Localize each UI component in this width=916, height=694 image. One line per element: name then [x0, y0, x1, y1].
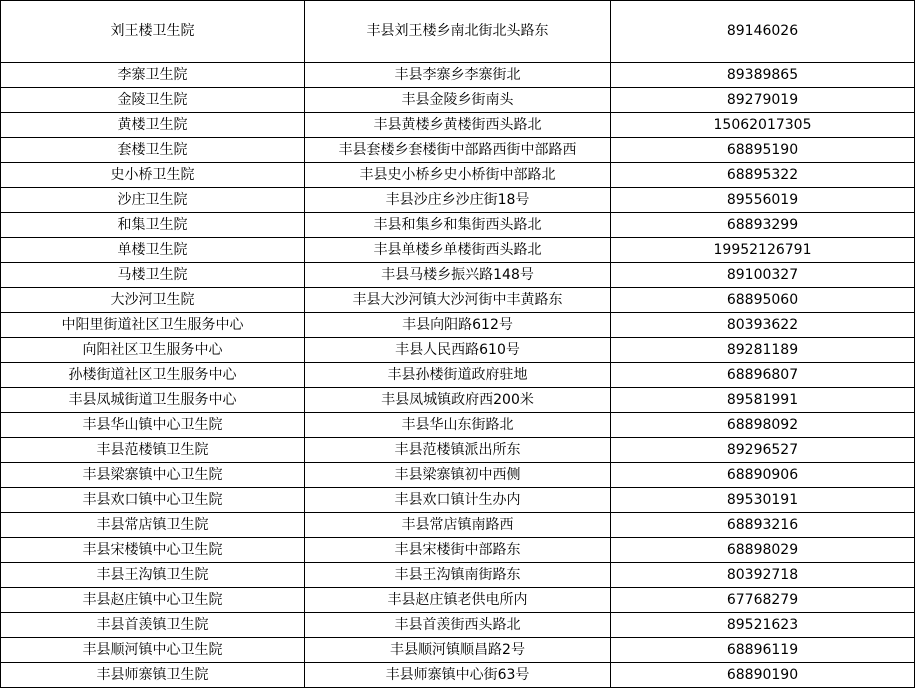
clinic-address-cell: 丰县孙楼街道政府驻地 — [305, 363, 611, 388]
clinic-address-cell: 丰县刘王楼乡南北街北头路东 — [305, 1, 611, 63]
clinic-address-cell: 丰县沙庄乡沙庄街18号 — [305, 188, 611, 213]
table-body — [1, 1, 915, 688]
clinic-phone-cell: 68896807 — [611, 363, 915, 388]
clinic-name-cell: 向阳社区卫生服务中心 — [1, 338, 305, 363]
clinic-phone-cell: 89581991 — [611, 388, 915, 413]
clinic-address-cell: 丰县和集乡和集街西头路北 — [305, 213, 611, 238]
table-row — [1, 613, 915, 638]
table-row — [1, 363, 915, 388]
clinic-address-cell: 丰县马楼乡振兴路148号 — [305, 263, 611, 288]
table-row — [1, 213, 915, 238]
table-row — [1, 463, 915, 488]
clinic-phone-cell: 19952126791 — [611, 238, 915, 263]
table-row — [1, 638, 915, 663]
clinic-name-cell: 丰县宋楼镇中心卫生院 — [1, 538, 305, 563]
clinic-address-cell: 丰县单楼乡单楼街西头路北 — [305, 238, 611, 263]
clinic-name-cell: 沙庄卫生院 — [1, 188, 305, 213]
clinic-name-cell: 丰县顺河镇中心卫生院 — [1, 638, 305, 663]
clinic-phone-cell: 68890906 — [611, 463, 915, 488]
clinic-address-cell: 丰县华山东街路北 — [305, 413, 611, 438]
clinic-address-cell: 丰县顺河镇顺昌路2号 — [305, 638, 611, 663]
clinic-address-cell: 丰县凤城镇政府西200米 — [305, 388, 611, 413]
table-row — [1, 313, 915, 338]
clinic-name-cell: 丰县梁寨镇中心卫生院 — [1, 463, 305, 488]
clinic-name-cell: 李寨卫生院 — [1, 63, 305, 88]
clinic-address-cell: 丰县金陵乡街南头 — [305, 88, 611, 113]
clinic-address-cell: 丰县首羡街西头路北 — [305, 613, 611, 638]
clinic-address-cell: 丰县王沟镇南街路东 — [305, 563, 611, 588]
clinic-phone-cell: 80392718 — [611, 563, 915, 588]
clinic-phone-cell: 68895190 — [611, 138, 915, 163]
clinic-phone-cell: 68896119 — [611, 638, 915, 663]
clinic-phone-cell: 68893299 — [611, 213, 915, 238]
clinic-name-cell: 丰县常店镇卫生院 — [1, 513, 305, 538]
clinic-name-cell: 和集卫生院 — [1, 213, 305, 238]
clinic-address-cell: 丰县黄楼乡黄楼街西头路北 — [305, 113, 611, 138]
clinic-phone-cell: 68893216 — [611, 513, 915, 538]
clinic-name-cell: 黄楼卫生院 — [1, 113, 305, 138]
clinic-address-cell: 丰县范楼镇派出所东 — [305, 438, 611, 463]
clinic-phone-cell: 68895322 — [611, 163, 915, 188]
clinic-phone-cell: 89296527 — [611, 438, 915, 463]
clinic-name-cell: 马楼卫生院 — [1, 263, 305, 288]
clinic-address-cell: 丰县常店镇南路西 — [305, 513, 611, 538]
clinic-phone-cell: 89146026 — [611, 1, 915, 63]
clinic-phone-cell: 68898092 — [611, 413, 915, 438]
clinic-name-cell: 史小桥卫生院 — [1, 163, 305, 188]
clinic-name-cell: 丰县王沟镇卫生院 — [1, 563, 305, 588]
clinic-phone-cell: 89521623 — [611, 613, 915, 638]
table-row — [1, 188, 915, 213]
clinic-name-cell: 孙楼街道社区卫生服务中心 — [1, 363, 305, 388]
clinic-phone-cell: 68890190 — [611, 663, 915, 688]
table-row — [1, 263, 915, 288]
clinic-phone-cell: 15062017305 — [611, 113, 915, 138]
clinic-phone-cell: 89100327 — [611, 263, 915, 288]
clinic-name-cell: 丰县首羡镇卫生院 — [1, 613, 305, 638]
clinic-phone-cell: 67768279 — [611, 588, 915, 613]
clinic-phone-cell: 68898029 — [611, 538, 915, 563]
clinic-address-cell: 丰县师寨镇中心街63号 — [305, 663, 611, 688]
table-row — [1, 388, 915, 413]
clinic-phone-cell: 89279019 — [611, 88, 915, 113]
table-row — [1, 488, 915, 513]
table-row — [1, 513, 915, 538]
clinic-name-cell: 丰县凤城街道卫生服务中心 — [1, 388, 305, 413]
clinic-address-cell: 丰县大沙河镇大沙河街中丰黄路东 — [305, 288, 611, 313]
table-row — [1, 338, 915, 363]
clinic-address-cell: 丰县李寨乡李寨街北 — [305, 63, 611, 88]
clinic-phone-cell: 80393622 — [611, 313, 915, 338]
clinic-name-cell: 刘王楼卫生院 — [1, 1, 305, 63]
clinic-name-cell: 丰县范楼镇卫生院 — [1, 438, 305, 463]
table-row — [1, 538, 915, 563]
clinic-address-cell: 丰县人民西路610号 — [305, 338, 611, 363]
table-row — [1, 138, 915, 163]
clinic-address-cell: 丰县梁寨镇初中西侧 — [305, 463, 611, 488]
table-row — [1, 663, 915, 688]
clinic-name-cell: 丰县赵庄镇中心卫生院 — [1, 588, 305, 613]
clinic-name-cell: 单楼卫生院 — [1, 238, 305, 263]
clinic-phone-cell: 89556019 — [611, 188, 915, 213]
table-row — [1, 88, 915, 113]
clinic-address-cell: 丰县套楼乡套楼街中部路西街中部路西 — [305, 138, 611, 163]
clinic-address-cell: 丰县宋楼街中部路东 — [305, 538, 611, 563]
clinic-name-cell: 丰县华山镇中心卫生院 — [1, 413, 305, 438]
table-row — [1, 1, 915, 63]
table-row — [1, 63, 915, 88]
table-row — [1, 113, 915, 138]
clinic-address-cell: 丰县欢口镇计生办内 — [305, 488, 611, 513]
table-row — [1, 438, 915, 463]
table-row — [1, 588, 915, 613]
clinic-name-cell: 套楼卫生院 — [1, 138, 305, 163]
clinic-name-cell: 丰县师寨镇卫生院 — [1, 663, 305, 688]
table-row — [1, 288, 915, 313]
table-row — [1, 238, 915, 263]
clinic-name-cell: 金陵卫生院 — [1, 88, 305, 113]
clinic-name-cell: 中阳里街道社区卫生服务中心 — [1, 313, 305, 338]
table-row — [1, 163, 915, 188]
clinic-address-cell: 丰县向阳路612号 — [305, 313, 611, 338]
table-row — [1, 413, 915, 438]
clinic-name-cell: 丰县欢口镇中心卫生院 — [1, 488, 305, 513]
clinic-phone-cell: 89530191 — [611, 488, 915, 513]
clinic-name-cell: 大沙河卫生院 — [1, 288, 305, 313]
clinic-phone-cell: 68895060 — [611, 288, 915, 313]
table-row — [1, 563, 915, 588]
clinic-phone-cell: 89389865 — [611, 63, 915, 88]
clinic-address-cell: 丰县史小桥乡史小桥街中部路北 — [305, 163, 611, 188]
clinic-phone-cell: 89281189 — [611, 338, 915, 363]
clinic-address-cell: 丰县赵庄镇老供电所内 — [305, 588, 611, 613]
